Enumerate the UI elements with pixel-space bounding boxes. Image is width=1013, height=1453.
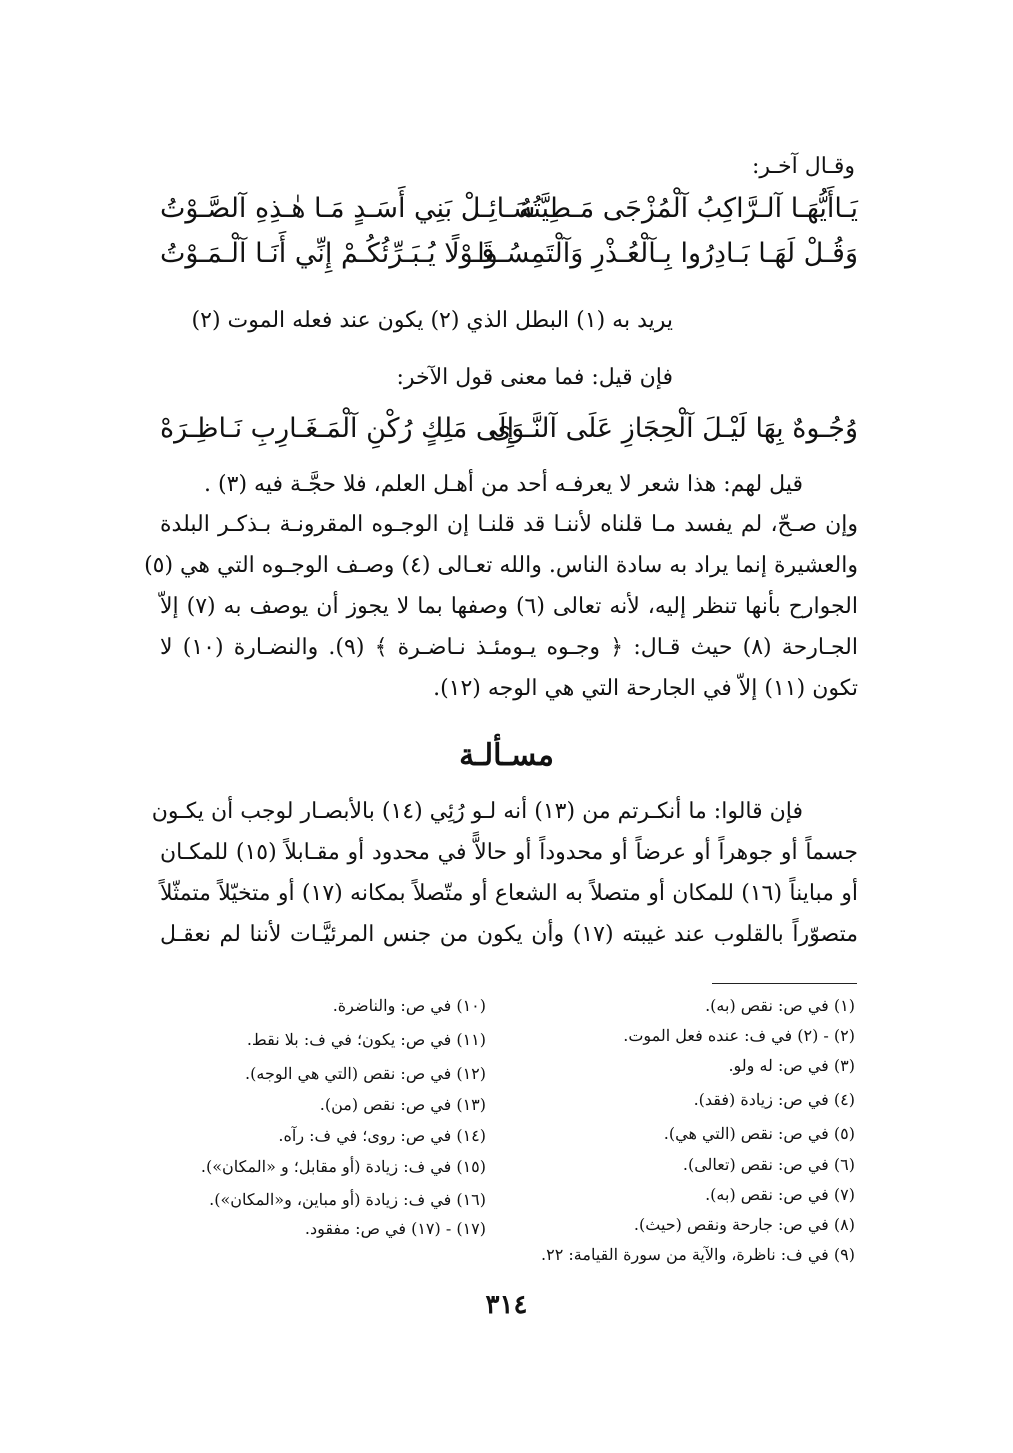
footnote: (١٠) في ص: والناضرة.	[332, 996, 486, 1015]
poem-intro: وقـال آخـر:	[752, 154, 855, 179]
verse1-right-hemistich-1: يَـاأَيُّهَـا آلـرَّاكِبُ آلْمُزْجَى مَـطِيَّتُهُ	[518, 193, 858, 224]
verse1-left-hemistich-2: قَـوْلًا يُـبَـرِّئُكُـمْ إِنِّي أَنَـا آلْـمَـوْتُ	[160, 238, 495, 269]
paragraph1-line: والعشيرة إنما يراد به سادة الناس. والله تعـالى (٤) وصـف الوجـوه التي هي (٥)	[144, 553, 858, 578]
footnote: (٥) في ص: نقص (التي هي).	[663, 1124, 855, 1143]
paragraph2-line: أو مبايناً (١٦) للمكان أو متصلاً به الشعاع أو متّصلاً بمكانه (١٧) أو متخيّلاً متمثّلاً	[160, 881, 858, 906]
section-heading: مسـألـة	[459, 738, 554, 773]
paragraph2-line: فإن قالوا: ما أنكـرتم من (١٣) أنه لـو رُئِي (١٤) بالأبصـار لوجب أن يكـون	[151, 799, 803, 824]
footnote: (١٦) في ف: زيادة (أو مباين، و«المكان»).	[209, 1190, 486, 1209]
footnote: (١٥) في ف: زيادة (أو مقابل؛ و «المكان»).	[200, 1157, 486, 1176]
footnote: (١٤) في ص: روى؛ في ف: رآه.	[278, 1126, 486, 1145]
paragraph1-line: الجـارحة (٨) حيث قـال: ﴿ وجـوه يـومئـذ نـاضـرة ﴾ (٩). والنضـارة (١٠) لا	[160, 635, 858, 660]
verse2-left-hemistich: إِلَى مَلِكٍ رُكْنِ آلْمَـغَـارِبِ نَـاظِـرَهْ	[160, 413, 515, 444]
question-line: فإن قيل: فما معنى قول الآخر:	[396, 365, 673, 390]
footnote: (١) في ص: نقص (به).	[705, 996, 855, 1015]
footnote: (٧) في ص: نقص (به).	[705, 1185, 855, 1204]
footnote: (٤) في ص: زيادة (فقد).	[693, 1090, 855, 1109]
footnote: (٣) في ص: له ولو.	[728, 1056, 855, 1075]
paragraph1-line: تكون (١١) إلاّ في الجارحة التي هي الوجه (١٢).	[433, 676, 858, 701]
footnote: (٩) في ف: ناظرة، والآية من سورة القيامة: ٢٢.	[541, 1245, 855, 1264]
footnote: (٦) في ص: نقص (تعالى).	[682, 1155, 855, 1174]
paragraph2-line: متصوّراً بالقلوب عند غيبته (١٧) وأن يكون من جنس المرئيَّـات لأننا لم نعقـل	[160, 922, 858, 947]
paragraph2-line: جسماً أو جوهراً أو عرضاً أو محدوداً أو حالاًّ في محدود أو مقـابلاً (١٥) للمكـان	[160, 840, 858, 865]
explanation-line: يريد به (١) البطل الذي (٢) يكون عند فعله الموت (٢)	[191, 308, 673, 333]
footnote-separator	[712, 983, 857, 984]
paragraph1-line: الجوارح بأنها تنظر إليه، لأنه تعالى (٦) وصفها بما لا يجوز أن يوصف به (٧) إلاّ	[160, 594, 858, 619]
footnote: (٢) - (٢) في ف: عنده فعل الموت.	[623, 1026, 855, 1045]
footnote: (١٣) في ص: نقص (من).	[319, 1095, 486, 1114]
paragraph1-line: وإن صـحّ، لم يفسد مـا قلناه لأننـا قد قلنـا إن الوجـوه المقرونـة بـذكـر البلدة	[160, 512, 858, 537]
footnote: (١١) في ص: يكون؛ في ف: بلا نقط.	[246, 1030, 486, 1049]
page-number: ٣١٤	[485, 1290, 528, 1320]
verse1-right-hemistich-2: وَقُـلْ لَهَـا بَـادِرُوا بِـآلْعُـذْرِ وَآلْتَمِسُـوا	[477, 238, 858, 269]
footnote: (١٧) - (١٧) في ص: مفقود.	[304, 1219, 486, 1238]
paragraph1-line: قيل لهم: هذا شعر لا يعرفـه أحد من أهـل العلم، فلا حجَّـة فيه (٣) .	[204, 472, 803, 497]
verse2-right-hemistich: وُجُـوهٌ بِهَا لَيْـلَ آلْحِجَازِ عَلَى آلنَّـوَى	[490, 413, 858, 444]
verse1-left-hemistich-1: سَـائِـلْ بَنِي أَسَـدٍ مَـا هٰـذِهِ آلصَّـوْتُ	[160, 193, 536, 224]
footnote: (١٢) في ص: نقص (التي هي الوجه).	[245, 1064, 486, 1083]
footnote: (٨) في ص: جارحة ونقص (حيث).	[633, 1215, 855, 1234]
